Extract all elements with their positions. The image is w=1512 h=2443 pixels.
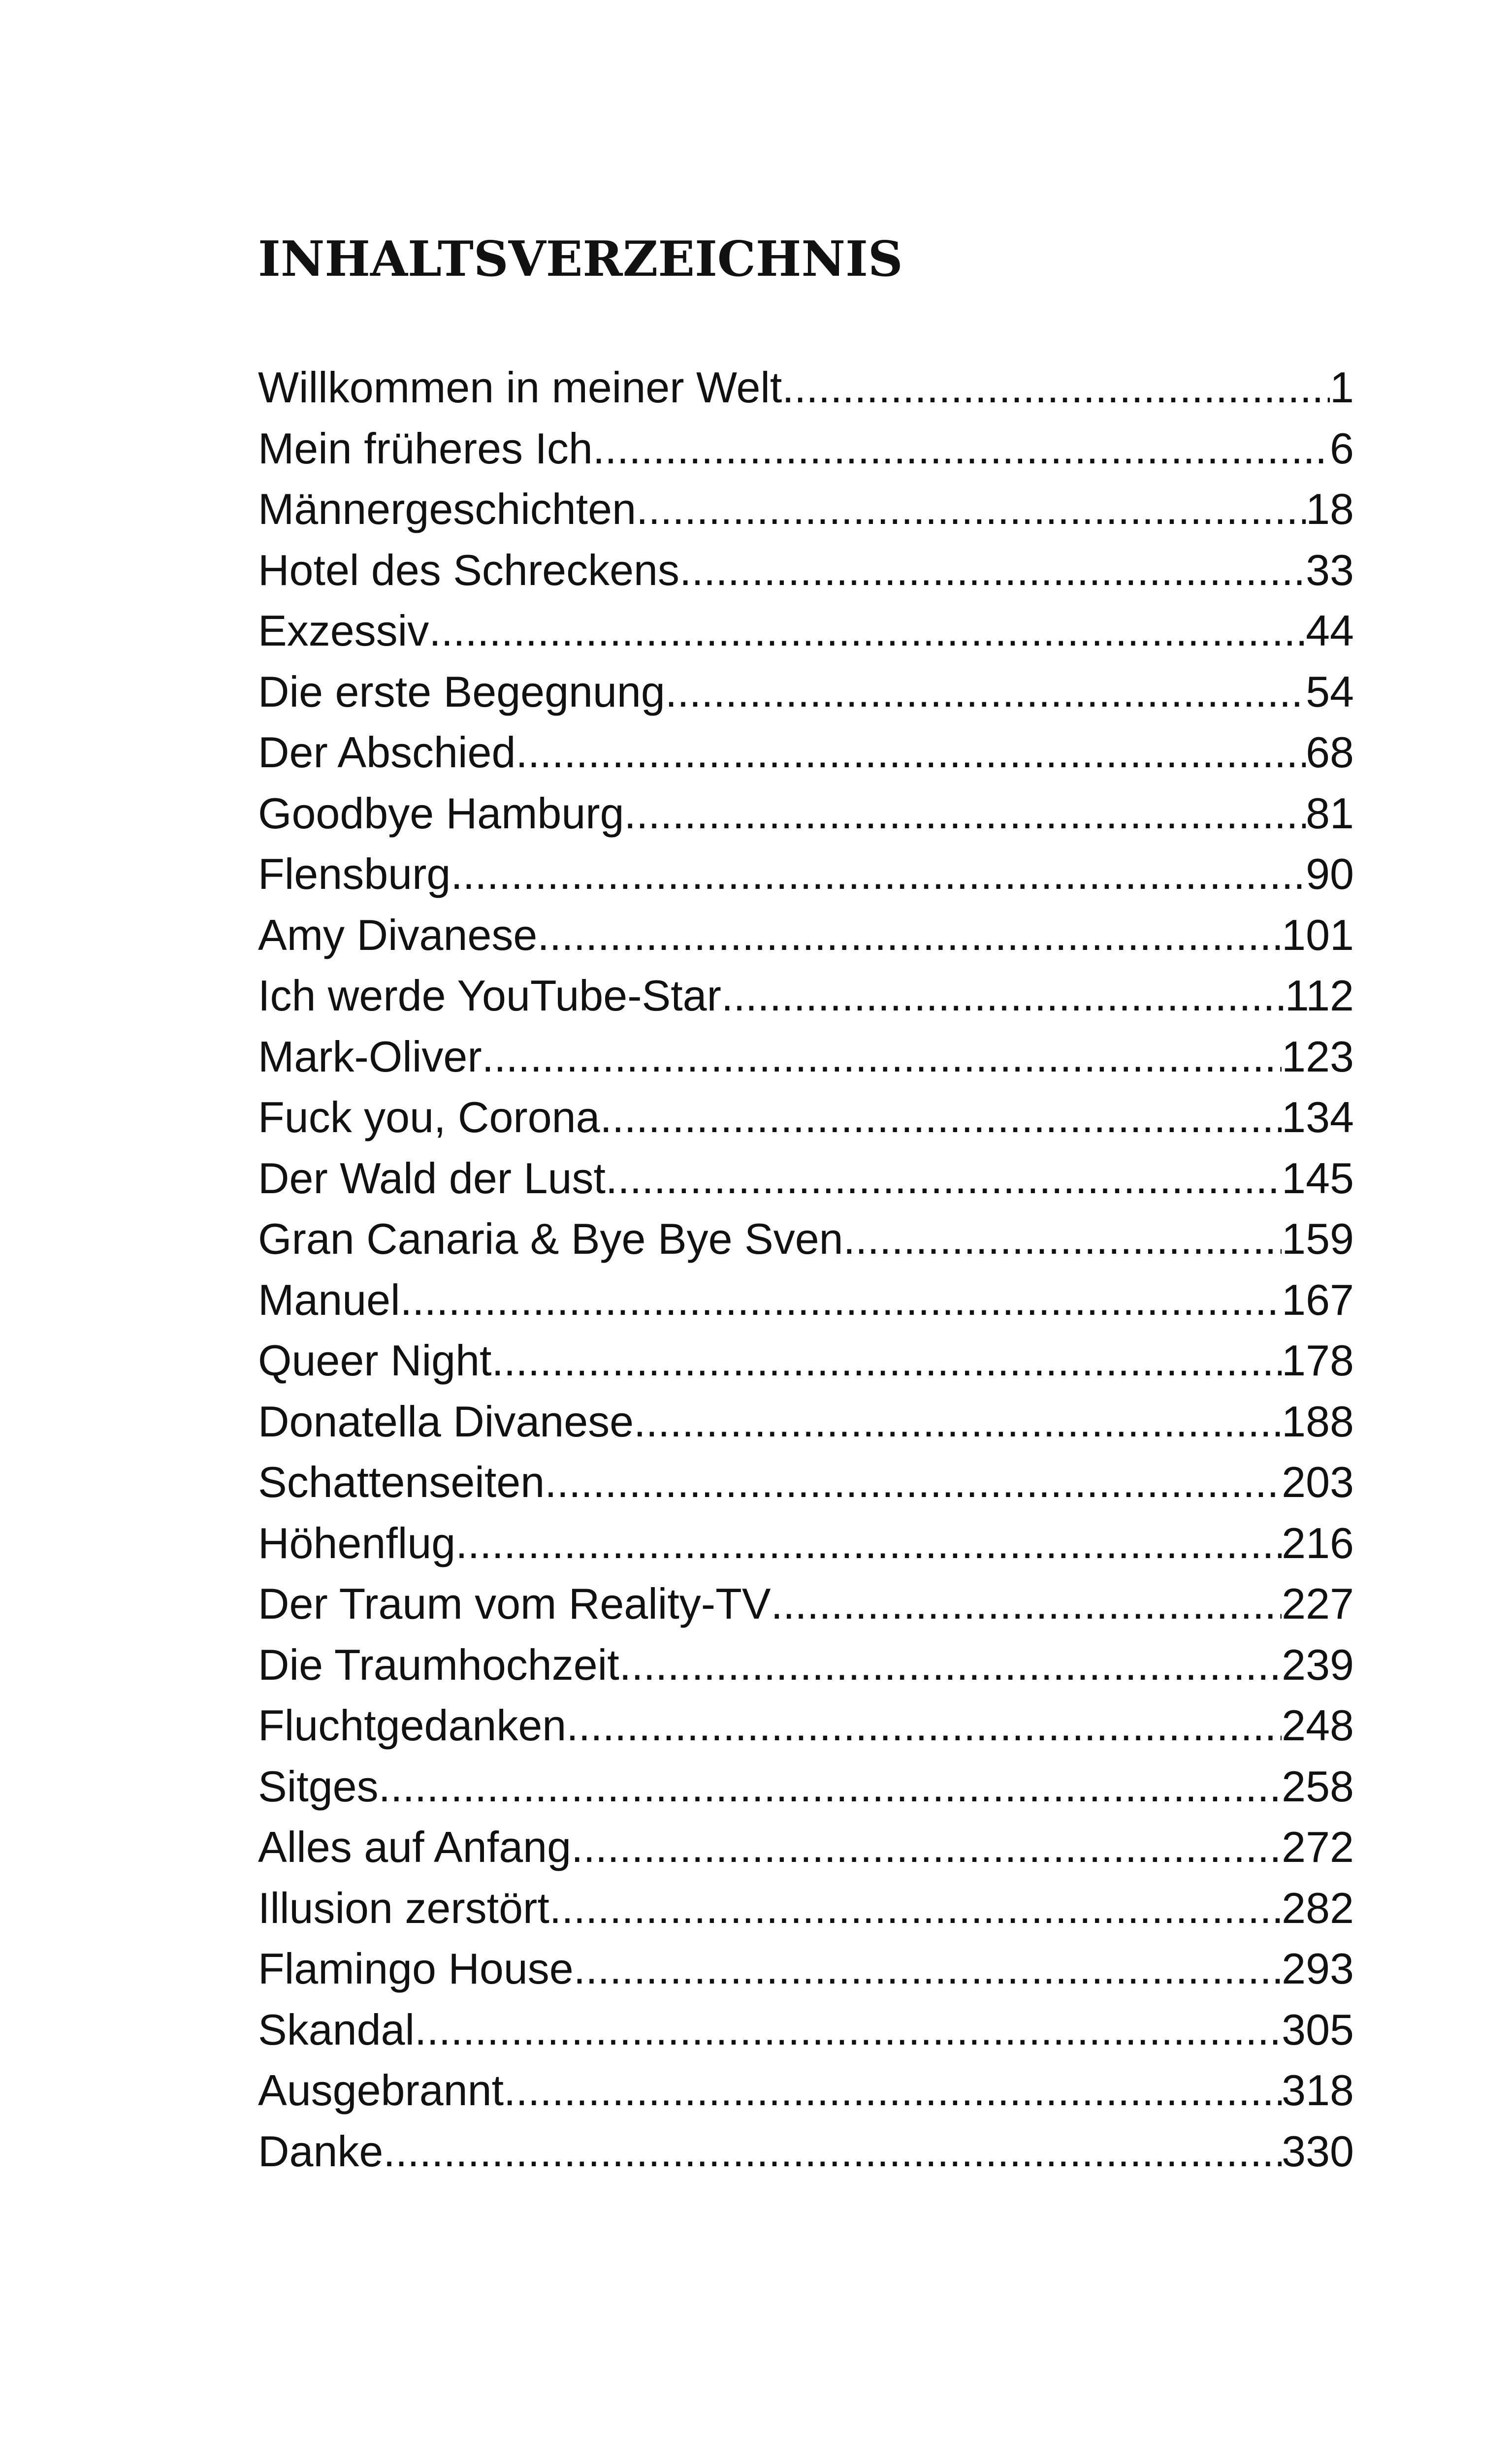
toc-page-number: 1 [1330, 363, 1354, 412]
toc-entry-title: Männergeschichten [258, 485, 637, 533]
toc-entry [258, 1938, 1354, 1999]
toc-entry [258, 540, 1354, 601]
toc-dot-leader [450, 844, 1306, 905]
toc-dot-leader [515, 722, 1306, 783]
toc-dot-leader [679, 540, 1306, 601]
toc-entry [258, 844, 1354, 905]
toc-dot-leader [429, 600, 1306, 661]
toc-page-number: 272 [1282, 1823, 1354, 1871]
toc-entry [258, 600, 1354, 661]
toc-entry [258, 905, 1354, 966]
toc-dot-leader [843, 1208, 1282, 1270]
toc-entry [258, 1208, 1354, 1270]
toc-entry [258, 965, 1354, 1026]
toc-entry [258, 1695, 1354, 1756]
toc-page-number: 305 [1282, 2005, 1354, 2054]
toc-entry-title: Der Traum vom Reality-TV [258, 1579, 771, 1628]
toc-entry [258, 1573, 1354, 1634]
toc-page-number: 90 [1306, 849, 1354, 898]
toc-entry-title: Die Traumhochzeit [258, 1640, 619, 1689]
toc-entry [258, 661, 1354, 722]
toc-entry [258, 1148, 1354, 1209]
toc-entry-title: Fluchtgedanken [258, 1701, 567, 1750]
toc-page-number: 159 [1282, 1214, 1354, 1263]
toc-entry [258, 1391, 1354, 1452]
toc-entry [258, 1026, 1354, 1087]
toc-dot-leader [771, 1573, 1282, 1634]
toc-dot-leader [624, 783, 1306, 844]
toc-dot-leader [606, 1148, 1282, 1209]
toc-dot-leader [782, 357, 1330, 418]
toc-dot-leader [455, 1513, 1282, 1574]
toc-entry [258, 418, 1354, 479]
toc-entry-title: Flensburg [258, 849, 451, 898]
toc-entry [258, 722, 1354, 783]
toc-entry [258, 1330, 1354, 1391]
toc-page-number: 330 [1282, 2126, 1354, 2176]
toc-dot-leader [545, 1452, 1282, 1513]
toc-page-number: 6 [1330, 423, 1354, 473]
toc-page-number: 282 [1282, 1883, 1354, 1932]
toc-entry-title: Höhenflug [258, 1518, 456, 1567]
toc-entry [258, 1999, 1354, 2060]
toc-entry-title: Die erste Begegnung [258, 667, 665, 716]
toc-dot-leader [593, 418, 1330, 479]
toc-page-number: 216 [1282, 1518, 1354, 1567]
toc-entry-title: Exzessiv [258, 606, 429, 655]
toc-entry [258, 357, 1354, 418]
toc-page-number: 239 [1282, 1640, 1354, 1689]
toc-entry-title: Mein früheres Ich [258, 423, 593, 473]
toc-dot-leader [491, 1330, 1282, 1391]
toc-dot-leader [379, 1756, 1282, 1817]
toc-entry [258, 1634, 1354, 1695]
toc-entry-title: Sitges [258, 1761, 379, 1811]
toc-dot-leader [537, 905, 1282, 966]
toc-dot-leader [383, 2121, 1282, 2182]
toc-heading: INHALTSVERZEICHNIS [258, 231, 903, 288]
toc-entry [258, 1513, 1354, 1574]
toc-dot-leader [574, 1938, 1282, 1999]
toc-dot-leader [571, 1817, 1282, 1878]
toc-entry-title: Amy Divanese [258, 910, 538, 959]
toc-entry [258, 2060, 1354, 2121]
toc-page-number: 293 [1282, 1944, 1354, 1993]
toc-page-number: 227 [1282, 1579, 1354, 1628]
toc-entry-title: Schattenseiten [258, 1458, 545, 1506]
toc-page-number: 188 [1282, 1397, 1354, 1446]
toc-entry [258, 1452, 1354, 1513]
toc-entry [258, 1756, 1354, 1817]
toc-entry [258, 479, 1354, 540]
toc-page-number: 167 [1282, 1275, 1354, 1324]
toc-page-number: 203 [1282, 1458, 1354, 1506]
toc-entry-title: Der Abschied [258, 728, 516, 777]
toc-entry-title: Der Wald der Lust [258, 1153, 606, 1203]
toc-entry-title: Willkommen in meiner Welt [258, 363, 782, 412]
toc-dot-leader [636, 479, 1306, 540]
toc-page-number: 44 [1306, 606, 1354, 655]
toc-entry-title: Danke [258, 2126, 384, 2176]
toc-entry-title: Donatella Divanese [258, 1397, 634, 1446]
toc-entry [258, 1087, 1354, 1148]
toc-entry-title: Goodbye Hamburg [258, 788, 624, 838]
toc-dot-leader [415, 1999, 1282, 2060]
toc-entry [258, 783, 1354, 844]
toc-page-number: 101 [1282, 910, 1354, 959]
toc-dot-leader [665, 661, 1306, 722]
toc-entry-title: Ich werde YouTube-Star [258, 971, 721, 1020]
toc-dot-leader [400, 1270, 1282, 1331]
toc-entry-title: Skandal [258, 2005, 415, 2054]
toc-entry-title: Queer Night [258, 1336, 492, 1385]
toc-entry-title: Mark-Oliver [258, 1032, 482, 1081]
toc-dot-leader [504, 2060, 1282, 2121]
toc-dot-leader [721, 965, 1285, 1026]
toc-page-number: 318 [1282, 2066, 1354, 2115]
toc-entry-title: Gran Canaria & Bye Bye Sven [258, 1214, 843, 1263]
toc-entry [258, 1817, 1354, 1878]
toc-list [258, 357, 1354, 2182]
toc-page-number: 258 [1282, 1761, 1354, 1811]
toc-dot-leader [482, 1026, 1282, 1087]
toc-page-number: 123 [1282, 1032, 1354, 1081]
toc-dot-leader [549, 1878, 1282, 1939]
toc-page-number: 248 [1282, 1701, 1354, 1750]
toc-dot-leader [600, 1087, 1282, 1148]
toc-page-number: 145 [1282, 1153, 1354, 1203]
toc-page-number: 18 [1306, 485, 1354, 533]
toc-dot-leader [634, 1391, 1282, 1452]
toc-entry-title: Alles auf Anfang [258, 1823, 572, 1871]
toc-entry-title: Manuel [258, 1275, 400, 1324]
toc-entry-title: Ausgebrannt [258, 2066, 504, 2115]
toc-dot-leader [566, 1695, 1282, 1756]
toc-page-number: 178 [1282, 1336, 1354, 1385]
toc-page-number: 33 [1306, 545, 1354, 594]
toc-entry-title: Illusion zerstört [258, 1883, 549, 1932]
toc-entry [258, 1878, 1354, 1939]
toc-page-number: 68 [1306, 728, 1354, 777]
toc-entry-title: Fuck you, Corona [258, 1093, 600, 1141]
toc-entry [258, 2121, 1354, 2182]
toc-dot-leader [619, 1634, 1282, 1695]
toc-page-number: 134 [1282, 1093, 1354, 1141]
toc-page-number: 112 [1285, 971, 1354, 1020]
toc-page-number: 54 [1306, 667, 1354, 716]
toc-entry [258, 1270, 1354, 1331]
toc-entry-title: Hotel des Schreckens [258, 545, 679, 594]
toc-entry-title: Flamingo House [258, 1944, 574, 1993]
toc-page-number: 81 [1306, 788, 1354, 838]
